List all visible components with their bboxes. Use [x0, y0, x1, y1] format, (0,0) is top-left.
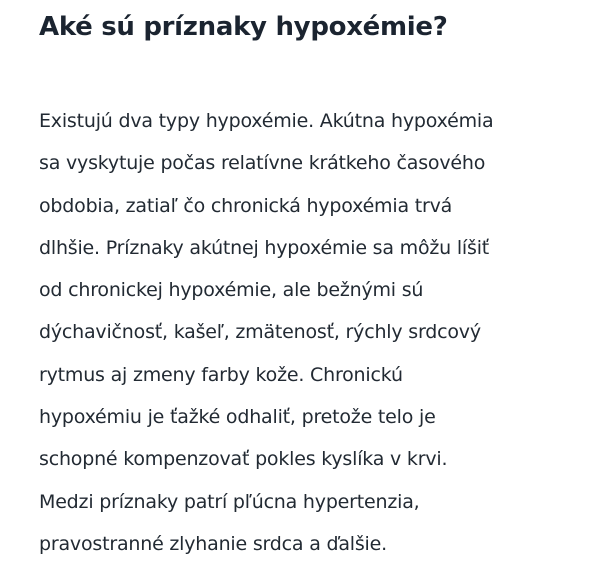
paragraph-line: Medzi príznaky patrí pľúcna hypertenzia,: [39, 490, 420, 513]
paragraph-line: obdobia, zatiaľ čo chronická hypoxémia trvá: [39, 194, 453, 217]
paragraph-line: pravostranné zlyhanie srdca a ďalšie.: [39, 532, 387, 555]
article-paragraph: [39, 100, 579, 565]
paragraph-line: Existujú dva typy hypoxémie. Akútna hypoxémia: [39, 110, 494, 132]
paragraph-line: hypoxémiu je ťažké odhaliť, pretože telo je: [39, 406, 436, 429]
paragraph-line: rytmus aj zmeny farby kože. Chronickú: [39, 363, 403, 386]
paragraph-line: od chronickej hypoxémie, ale bežnými sú: [39, 279, 424, 302]
paragraph-line: schopné kompenzovať pokles kyslíka v krvi.: [39, 448, 448, 471]
paragraph-line: dýchavičnosť, kašeľ, zmätenosť, rýchly srdcový: [39, 321, 481, 344]
paragraph-line: dlhšie. Príznaky akútnej hypoxémie sa môžu líšiť: [39, 236, 490, 259]
paragraph-line: sa vyskytuje počas relatívne krátkeho časového: [39, 152, 486, 175]
section-heading: Aké sú príznaky hypoxémie?: [39, 12, 448, 42]
